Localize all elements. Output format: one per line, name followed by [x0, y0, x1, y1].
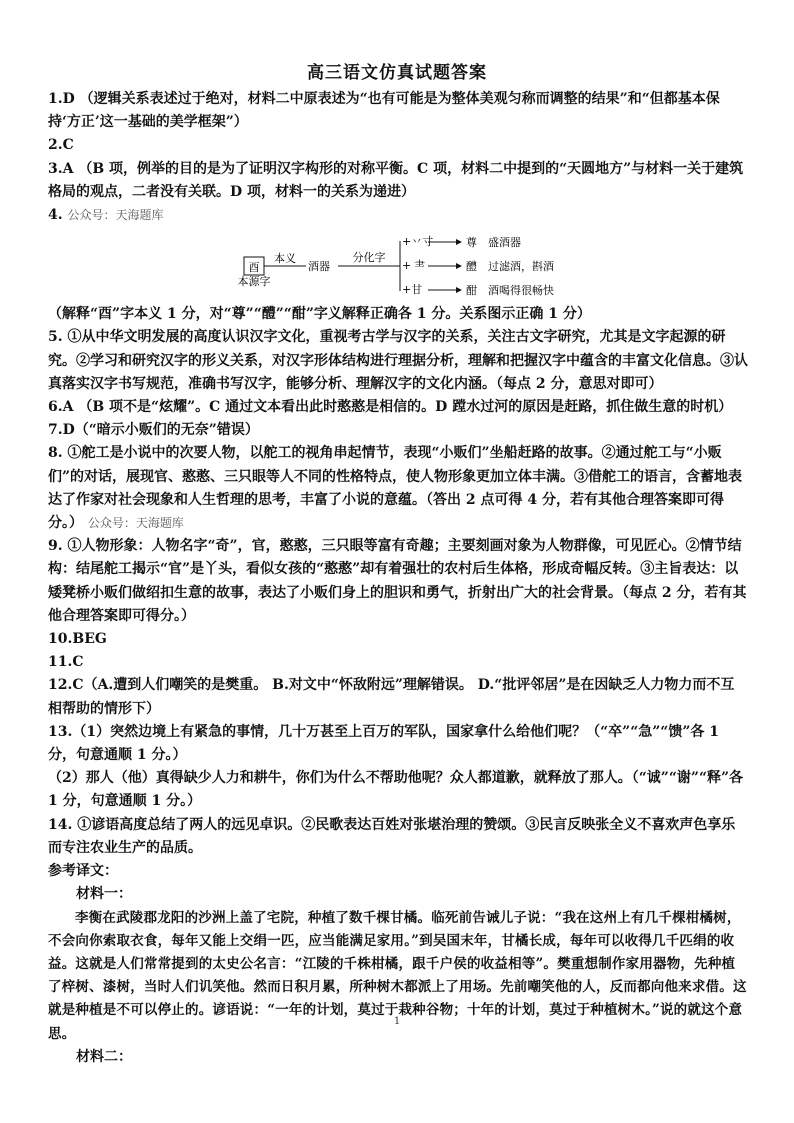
answer-7: 7.D（“暗示小贩们的无奈”错误） — [48, 422, 259, 439]
row3-arrow-head — [456, 287, 462, 293]
answer-1: 1.D （逻辑关系表述过于绝对，材料二中原表述为“也有可能是为整体美观匀称而调整的结果”和“但都基本保持‘方正’这一基础的美学框架”） — [48, 91, 720, 131]
source-char-caption: 本源字 — [237, 275, 271, 289]
row2-prefix: + — [402, 259, 412, 273]
watermark-1: 公众号：天海题库 — [67, 208, 164, 223]
answer-6: 6.A （B 项不是“炫耀”。C 通过文本看出此时憨憨是相信的。D 蹚水过河的原因是赶路，抓住做生意的时机） — [48, 399, 733, 416]
character-diagram-svg — [188, 231, 608, 301]
row2-arrow-head — [456, 263, 462, 269]
row1-char: 尊 — [466, 236, 477, 250]
row3-prefix: +甘 — [402, 283, 423, 297]
benyi-label: 本义 — [274, 252, 296, 266]
answer-11: 11.C — [48, 654, 84, 671]
page-title: 高三语文仿真试题答案 — [307, 63, 487, 83]
answer-13-2: （2）那人（他）真得缺少人力和耕牛，你们为什么不帮助他呢？众人都道歉，就释放了那人。（“诚”“谢”“释”各 1 分，句意通顺 1 分。） — [48, 770, 744, 810]
answer-content — [48, 88, 748, 1069]
answer-4-number: 4. — [48, 207, 63, 224]
answer-4-note: （解释“酉”字本义 1 分，对“尊”“醴”“酣”字义解释正确各 1 分。关系图示正确 1 分） — [48, 306, 591, 323]
answer-8 — [48, 442, 748, 535]
character-diagram — [48, 231, 748, 301]
row2-char: 醴 — [466, 260, 477, 274]
material-2-title: 材料二： — [76, 1048, 132, 1065]
watermark-2: 公众号：天海题库 — [87, 516, 184, 531]
answer-13-1: 13.（1）突然边境上有紧急的事情，几十万甚至上百万的军队，国家拿什么给他们呢？（“卒”“急”“馈”各 1 分，句意通顺 1 分。） — [48, 723, 720, 764]
answer-8-text: 8. ①舵工是小说中的次要人物，以舵工的视角串起情节，表现“小贩们”坐船赶路的故事。②通过舵工与“小贩们”的对话，展现官、憨憨、三只眼等人不同的性格特点，使人物形象更加立体丰满。③借舵工的语言，含蓄地表达了作家对社会现象和人生哲理的思考，丰富了小说的意蕴。（答出 2 点可得 4 分，若有其他合理答案即可得分。） — [48, 445, 743, 532]
svg-text:⺻: ⺻ — [414, 259, 425, 273]
answer-9: 9. ①人物形象：人物名字“奇”，官，憨憨，三只眼等富有奇趣；主要刻画对象为人物群像，可见匠心。②情节结构：结尾舵工揭示“官”是丫头，看似女孩的“憨憨”却有着强壮的农村后生体格，形成奇幅反转。③主旨表达：以矮凳桥小贩们做绍扣生意的故事，表达了小贩们身上的胆识和勇气，折射出广大的社会背景。（每点 2 分，若有其他合理答案即可得分。） — [48, 538, 747, 624]
translation-heading: 参考译文： — [48, 863, 118, 880]
row3-meaning: 酒喝得很畅快 — [488, 284, 554, 298]
page-number: 1 — [393, 1016, 401, 1027]
answer-12: 12.C（A.遭到人们嘲笑的是樊重。 B.对文中“怀敌附远”理解错误。 D.“批评邻居”是在因缺乏人力物力而不互相帮助的情形下） — [48, 677, 735, 717]
jiuqi-word: 酒器 — [308, 260, 330, 274]
answer-14: 14. ①谚语高度总结了两人的远见卓识。②民歌表达百姓对张堪治理的赞颂。③民言反映张全义不喜欢声色享乐而专注农业生产的品质。 — [48, 816, 736, 856]
row2-meaning: 过滤酒，斟酒 — [488, 260, 554, 274]
answer-10: 10.BEG — [48, 631, 107, 648]
row1-prefix: +丷寸 — [402, 235, 434, 249]
row3-char: 酣 — [466, 284, 477, 298]
row1-arrow-head — [456, 239, 462, 245]
material-1-text: 李衡在武陵郡龙阳的沙洲上盖了宅院，种植了数千棵甘橘。临死前告诫儿子说：“我在这州上有几千棵柑橘树，不会向你索取衣食，每年又能上交绢一匹，应当能满足家用。”到吴国末年，甘橘长成，每年可以收得几千匹绢的收益。这就是人们常常提到的太史公名言：“江陵的千株柑橘，跟千户侯的收益相等”。樊重想制作家用器物，先种植了梓树、漆树，当时人们讥笑他。然而日积月累，所种树木都派上了用场。先前嘲笑他的人，反而都向他来求借。这就是种植是不可以停止的。谚语说：“一年的计划，莫过于栽种谷物；十年的计划，莫过于种植树木。”说的就这个意思。 — [48, 909, 747, 1042]
answer-5: 5. ①从中华文明发展的高度认识汉字文化，重视考古学与汉字的关系，关注古文字研究，尤其是文字起源的研究。②学习和研究汉字的形义关系，对汉字形体结构进行理据分析，理解和把握汉字中蕴含的丰富文化信息。③认真落实汉字书写规范，准确书写汉字，能够分析、理解汉字的文化内涵。（每点 2 分，意思对即可） — [48, 329, 748, 392]
fenhua-label: 分化字 — [352, 251, 386, 265]
material-1-title: 材料一： — [76, 886, 132, 903]
row1-meaning: 盛酒器 — [488, 236, 521, 250]
answer-2: 2.C — [48, 137, 74, 154]
source-char: 酉 — [248, 261, 260, 275]
answer-4-header — [48, 204, 748, 227]
answer-3: 3.A （B 项，例举的目的是为了证明汉字构形的对称平衡。C 项，材料二中提到的“天圆地方”与材料一关于建筑格局的观点，二者没有关联。D 项，材料一的关系为递进） — [48, 160, 744, 200]
